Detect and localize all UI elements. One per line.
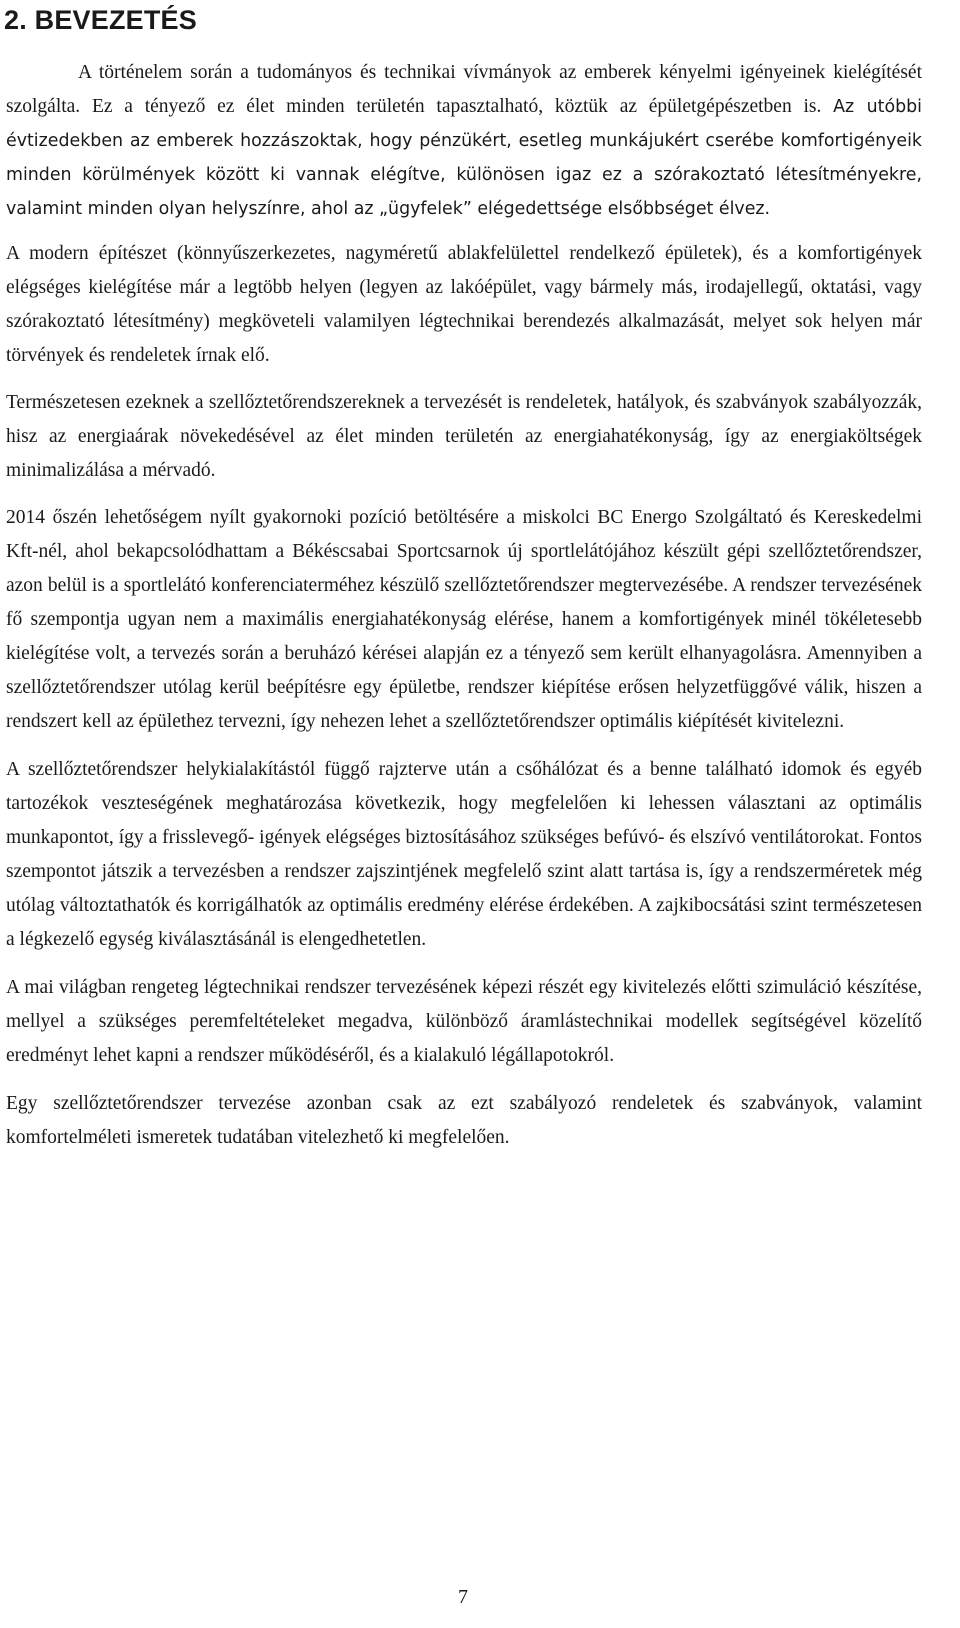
paragraph-4: 2014 őszén lehetőségem nyílt gyakornoki pozíció betöltésére a miskolci BC Energo Szolgáltató és Kereskedelmi Kft-nél, ahol bekapcsolódhattam a Békéscsabai Sportcsarnok új sportlelátójához készült gépi szellőztetőrendszer, azon belül is a sportlelátó konferenciaterméhez készülő szellőztetőrendszer megtervezésébe. A rendszer tervezésének fő szempontja ugyan nem a maximális energiahatékonyság elérése, hanem a komfortigények minél tökéletesebb kielégítése volt, a tervezés során a beruházó kérései alapján ez a tényező sem került elhanyagolásra. Amennyiben a szellőztetőrendszer utólag kerül beépítésre egy épületbe, rendszer kiépítése erősen helyzetfüggővé válik, hiszen a rendszert kell az épülethez tervezni, így nehezen lehet a szellőztetőrendszer optimális kiépítését kivitelezni. <box>6 507 922 732</box>
paragraph-2: A modern építészet (könnyűszerkezetes, nagyméretű ablakfelülettel rendelkező épületek), és a komfortigények elégséges kielégítése már a legtöbb helyen (legyen az lakóépület, vagy bármely más, irodajellegű, oktatási, vagy szórakoztató létesítmény) megköveteli valamilyen légtechnikai berendezés alkalmazását, melyet sok helyen már törvények és rendeletek írnak elő. <box>6 243 922 366</box>
paragraph-7: Egy szellőztetőrendszer tervezése azonban csak az ezt szabályozó rendeletek és szabványok, valamint komfortelméleti ismeretek tudatában vitelezhető ki megfelelően. <box>6 1093 922 1148</box>
page-number: 7 <box>458 1586 468 1608</box>
paragraph-3: Természetesen ezeknek a szellőztetőrendszereknek a tervezését is rendeletek, hatályok, és szabványok szabályozzák, hisz az energiaárak növekedésével az élet minden területén az energiahatékonyság, így az energiaköltségek minimalizálása a mérvadó. <box>6 392 922 481</box>
section-heading: 2. BEVEZETÉS <box>4 5 197 35</box>
paragraph-5: A szellőztetőrendszer helykialakítástól függő rajzterve után a csőhálózat és a benne található idomok és egyéb tartozékok veszteségének meghatározása következik, hogy megfelelően ki lehessen választani az optimális munkapontot, így a frisslevegő- igények elégséges biztosításához szükséges befúvó- és elszívó ventilátorokat. Fontos szempontot játszik a tervezésben a rendszer zajszintjének megfelelő szint alatt tartása is, így a rendszerméretek még utólag változtathatók és korrigálhatók az optimális eredmény elérése érdekében. A zajkibocsátási szint természetesen a légkezelő egység kiválasztásánál is elengedhetetlen. <box>6 759 922 950</box>
paragraph-6: A mai világban rengeteg légtechnikai rendszer tervezésének képezi részét egy kivitelezés előtti szimuláció készítése, mellyel a szükséges peremfeltételeket megadva, különböző áramlástechnikai modellek segítségével közelítő eredményt lehet kapni a rendszer működéséről, és a kialakuló légállapotokról. <box>6 977 922 1066</box>
paragraph-1 <box>6 56 922 226</box>
document-body <box>6 56 922 1155</box>
paragraph-1-serif-text: A történelem során a tudományos és technikai vívmányok az emberek kényelmi igényeinek kielégítését szolgálta. Ez a tényező ez élet minden területén tapasztalható, köztük az épületgépészetben is. <box>6 62 922 117</box>
paragraph-1-sans-text: Az utóbbi évtizedekben az emberek hozzászoktak, hogy pénzükért, esetleg munkájukért cserébe komfortigényeik minden körülmények között ki vannak elégítve, különösen igaz ez a szórakoztató létesítményekre, valamint minden olyan helyszínre, ahol az „ügyfelek” elégedettsége elsőbbséget élvez. <box>6 97 923 219</box>
